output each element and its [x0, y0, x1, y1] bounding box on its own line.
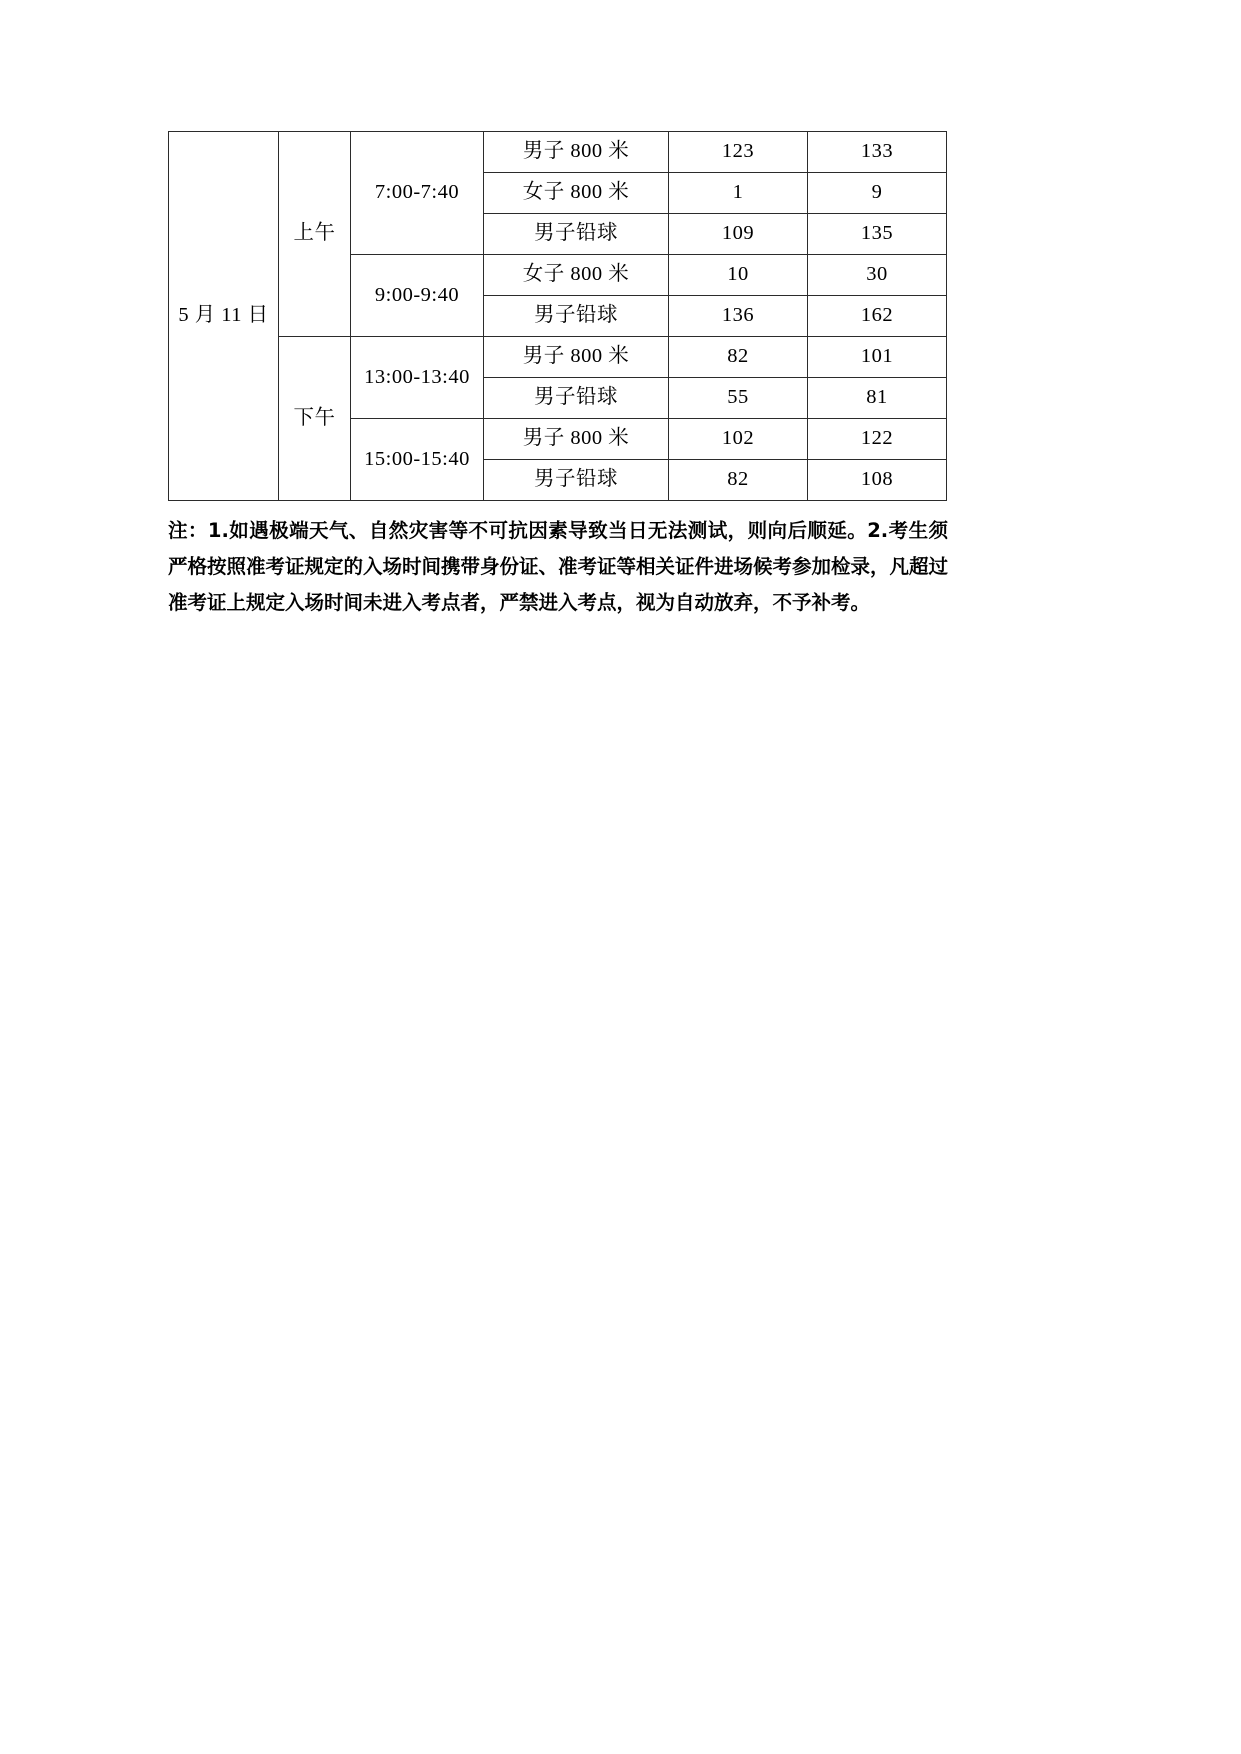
- table-row: [169, 132, 947, 173]
- cell-end-number: 101: [808, 337, 947, 378]
- cell-start-number: 123: [669, 132, 808, 173]
- cell-event: 女子 800 米: [484, 173, 669, 214]
- page-content: [168, 131, 949, 621]
- cell-half-day-afternoon: 下午: [279, 337, 351, 501]
- cell-event: 男子 800 米: [484, 337, 669, 378]
- cell-start-number: 82: [669, 337, 808, 378]
- cell-end-number: 9: [808, 173, 947, 214]
- cell-event: 男子铅球: [484, 460, 669, 501]
- table-note: [168, 513, 948, 621]
- cell-start-number: 136: [669, 296, 808, 337]
- cell-end-number: 81: [808, 378, 947, 419]
- cell-time-slot: 13:00-13:40: [351, 337, 484, 419]
- cell-date: 5 月 11 日: [169, 132, 279, 501]
- table-row: [169, 337, 947, 378]
- cell-end-number: 108: [808, 460, 947, 501]
- cell-event: 男子铅球: [484, 378, 669, 419]
- cell-time-slot: 7:00-7:40: [351, 132, 484, 255]
- cell-start-number: 109: [669, 214, 808, 255]
- cell-end-number: 133: [808, 132, 947, 173]
- cell-start-number: 10: [669, 255, 808, 296]
- cell-half-day-morning: 上午: [279, 132, 351, 337]
- cell-event: 男子 800 米: [484, 132, 669, 173]
- cell-time-slot: 9:00-9:40: [351, 255, 484, 337]
- cell-event: 男子铅球: [484, 214, 669, 255]
- cell-time-slot: 15:00-15:40: [351, 419, 484, 501]
- cell-end-number: 162: [808, 296, 947, 337]
- cell-start-number: 55: [669, 378, 808, 419]
- cell-end-number: 122: [808, 419, 947, 460]
- exam-schedule-table: [168, 131, 947, 501]
- table-note-text: 注：1.如遇极端天气、自然灾害等不可抗因素导致当日无法测试，则向后顺延。2.考生须严格按照准考证规定的入场时间携带身份证、准考证等相关证件进场候考参加检录，凡超过准考证上规定入场时间未进入考点者，严禁进入考点，视为自动放弃，不予补考。: [168, 519, 949, 615]
- cell-start-number: 82: [669, 460, 808, 501]
- cell-event: 男子 800 米: [484, 419, 669, 460]
- cell-event: 女子 800 米: [484, 255, 669, 296]
- cell-end-number: 30: [808, 255, 947, 296]
- cell-end-number: 135: [808, 214, 947, 255]
- cell-event: 男子铅球: [484, 296, 669, 337]
- cell-start-number: 102: [669, 419, 808, 460]
- cell-start-number: 1: [669, 173, 808, 214]
